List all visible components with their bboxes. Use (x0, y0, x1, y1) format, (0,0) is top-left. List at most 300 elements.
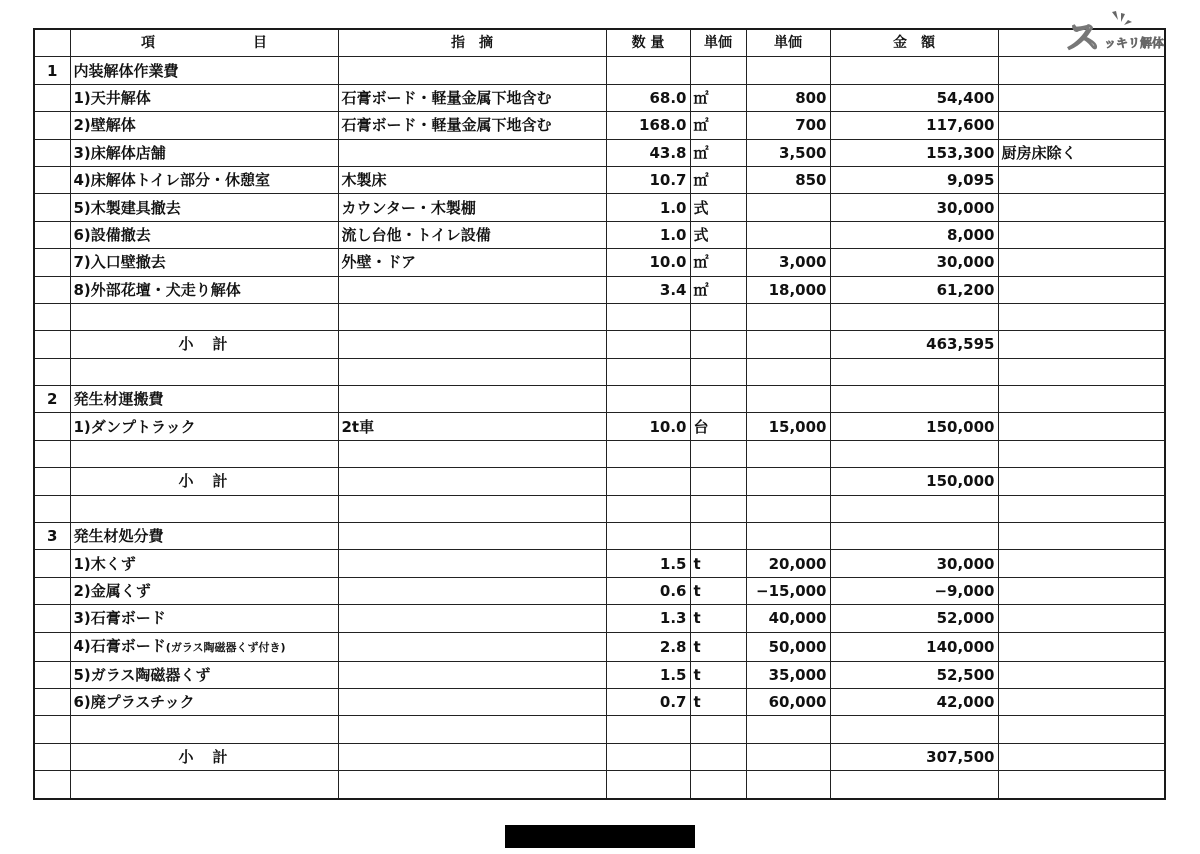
cell-unit-text: t (693, 637, 701, 656)
cell-note-text: 石膏ボード・軽量金属下地含む (341, 88, 552, 107)
cell-no (34, 276, 70, 303)
cell-no (34, 249, 70, 276)
cell-remarks (998, 221, 1165, 248)
cell-qty (606, 358, 690, 385)
table-row (34, 495, 1165, 522)
cell-unit-text: ㎡ (693, 88, 709, 107)
cell-qty-text: 0.7 (659, 693, 687, 712)
cell-no (34, 386, 70, 413)
cell-qty (606, 605, 690, 632)
cell-qty (606, 386, 690, 413)
cell-no (34, 716, 70, 743)
cell-item-text: 8)外部花壇・犬走り解体 (73, 280, 241, 299)
cell-amount (830, 194, 998, 221)
cell-remarks (998, 440, 1165, 467)
cell-remarks (998, 605, 1165, 632)
cell-price (746, 194, 830, 221)
cell-unit-text: t (693, 554, 701, 573)
cell-qty-text: 1.0 (659, 225, 687, 244)
cell-qty (606, 331, 690, 358)
cell-price-text: 850 (795, 171, 827, 190)
cell-item (70, 386, 338, 413)
cell-price (746, 632, 830, 661)
cell-note (338, 413, 606, 440)
cell-unit-text: ㎡ (693, 171, 709, 190)
cell-unit-text: 式 (693, 225, 709, 244)
cell-amount-text: 42,000 (936, 693, 995, 712)
cell-no-text: 3 (47, 527, 58, 546)
cell-qty (606, 166, 690, 193)
cell-amount (830, 716, 998, 743)
cell-item (70, 166, 338, 193)
header-amount: 金 額 (830, 29, 998, 57)
cell-unit (690, 550, 746, 577)
cell-price (746, 276, 830, 303)
cell-item (70, 716, 338, 743)
cell-note (338, 468, 606, 495)
cell-no (34, 523, 70, 550)
cell-unit (690, 386, 746, 413)
cell-note (338, 221, 606, 248)
cell-unit-text: ㎡ (693, 253, 709, 272)
cell-unit (690, 276, 746, 303)
cell-price (746, 688, 830, 715)
cell-qty-text: 10.7 (649, 171, 687, 190)
cell-note (338, 605, 606, 632)
cell-note (338, 577, 606, 604)
cell-item (70, 577, 338, 604)
table-row (34, 221, 1165, 248)
estimate-table (33, 28, 1166, 800)
cell-qty (606, 57, 690, 84)
cell-amount-text: 153,300 (926, 143, 995, 162)
table-row (34, 166, 1165, 193)
cell-no (34, 413, 70, 440)
cell-unit (690, 358, 746, 385)
cell-amount (830, 358, 998, 385)
cell-item (70, 632, 338, 661)
table-row (34, 440, 1165, 467)
cell-amount (830, 440, 998, 467)
cell-amount-text: 61,200 (936, 280, 995, 299)
cell-amount (830, 112, 998, 139)
cell-remarks (998, 468, 1165, 495)
cell-item (70, 84, 338, 111)
cell-price (746, 139, 830, 166)
cell-qty (606, 743, 690, 770)
cell-unit-text: 台 (693, 417, 709, 436)
cell-remarks (998, 688, 1165, 715)
cell-note (338, 550, 606, 577)
cell-item (70, 688, 338, 715)
cell-no (34, 495, 70, 522)
cell-unit-text: 式 (693, 198, 709, 217)
cell-unit (690, 221, 746, 248)
cell-qty (606, 112, 690, 139)
cell-price (746, 661, 830, 688)
cell-price (746, 84, 830, 111)
cell-unit-text: ㎡ (693, 280, 709, 299)
cell-note-text: カウンター・木製棚 (341, 198, 476, 217)
cell-amount-text: 8,000 (947, 225, 995, 244)
cell-qty (606, 688, 690, 715)
cell-no (34, 331, 70, 358)
cell-qty-text: 10.0 (649, 417, 687, 436)
cell-no (34, 440, 70, 467)
cell-qty-text: 0.6 (659, 582, 687, 600)
cell-qty-text: 10.0 (649, 253, 687, 272)
cell-qty (606, 84, 690, 111)
cell-price (746, 386, 830, 413)
cell-note (338, 112, 606, 139)
cell-item (70, 331, 338, 358)
cell-amount-text: 54,400 (936, 88, 995, 107)
cell-price-text: 800 (795, 88, 827, 107)
cell-unit (690, 495, 746, 522)
cell-amount-text: 150,000 (926, 417, 995, 436)
cell-unit (690, 605, 746, 632)
cell-amount-text: 150,000 (926, 472, 995, 491)
cell-item-text: 3)床解体店舗 (73, 143, 166, 162)
header-no (34, 29, 70, 57)
cell-remarks (998, 413, 1165, 440)
cell-price (746, 112, 830, 139)
cell-item-text: 2)壁解体 (73, 116, 136, 135)
cell-amount (830, 743, 998, 770)
cell-unit (690, 688, 746, 715)
cell-no (34, 194, 70, 221)
cell-price-text: 700 (795, 116, 827, 135)
table-row (34, 716, 1165, 743)
cell-qty (606, 468, 690, 495)
cell-remarks (998, 661, 1165, 688)
cell-item (70, 194, 338, 221)
cell-qty (606, 632, 690, 661)
cell-note (338, 358, 606, 385)
cell-item (70, 276, 338, 303)
cell-note (338, 386, 606, 413)
subtotal-row (34, 468, 1165, 495)
cell-price-text: −15,000 (756, 582, 827, 600)
cell-remarks (998, 84, 1165, 111)
cell-qty-text: 2.8 (659, 637, 687, 656)
cell-amount (830, 303, 998, 330)
cell-remarks (998, 577, 1165, 604)
cell-qty (606, 303, 690, 330)
cell-note (338, 139, 606, 166)
cell-item (70, 303, 338, 330)
cell-qty-text: 1.0 (659, 198, 687, 217)
cell-item-text: 1)天井解体 (73, 88, 151, 107)
cell-qty (606, 249, 690, 276)
cell-amount-text: 52,500 (936, 665, 995, 684)
cell-qty-text: 3.4 (659, 280, 687, 299)
estimate-body (34, 57, 1165, 799)
cell-qty (606, 413, 690, 440)
cell-unit-text: t (693, 609, 701, 628)
cell-amount (830, 495, 998, 522)
cell-price-text: 60,000 (768, 693, 827, 712)
cell-qty (606, 276, 690, 303)
cell-qty (606, 139, 690, 166)
cell-no (34, 661, 70, 688)
cell-note (338, 743, 606, 770)
cell-price-text: 15,000 (768, 417, 827, 436)
cell-note (338, 57, 606, 84)
cell-note (338, 84, 606, 111)
cell-amount-text: 30,000 (936, 253, 995, 272)
cell-remarks (998, 112, 1165, 139)
cell-no (34, 632, 70, 661)
table-row (34, 632, 1165, 661)
cell-unit (690, 771, 746, 799)
cell-amount (830, 468, 998, 495)
cell-item-text: 6)廃プラスチック (73, 693, 195, 712)
cell-amount (830, 221, 998, 248)
cell-unit (690, 413, 746, 440)
cell-price (746, 468, 830, 495)
cell-item (70, 605, 338, 632)
cell-price-text: 20,000 (768, 554, 827, 573)
cell-qty-text: 1.5 (659, 665, 687, 684)
cell-item-text: 内装解体作業費 (73, 61, 179, 80)
table-row (34, 194, 1165, 221)
cell-unit (690, 523, 746, 550)
cell-no (34, 577, 70, 604)
cell-qty-text: 1.5 (659, 554, 687, 573)
cell-remarks (998, 303, 1165, 330)
table-row (34, 303, 1165, 330)
cell-price (746, 771, 830, 799)
burst-icon (1106, 10, 1136, 30)
cell-unit (690, 468, 746, 495)
cell-amount (830, 57, 998, 84)
cell-no (34, 221, 70, 248)
cell-price (746, 358, 830, 385)
cell-amount-text: 9,095 (947, 171, 995, 190)
cell-item (70, 743, 338, 770)
cell-price (746, 440, 830, 467)
cell-remarks (998, 743, 1165, 770)
logo-mark: ス (1066, 18, 1100, 58)
cell-amount (830, 84, 998, 111)
subtotal-row (34, 331, 1165, 358)
cell-item-text: 発生材処分費 (73, 527, 164, 546)
cell-no (34, 550, 70, 577)
cell-amount-text: 140,000 (926, 637, 995, 656)
cell-item (70, 495, 338, 522)
cell-price (746, 166, 830, 193)
cell-remarks (998, 716, 1165, 743)
cell-remarks (998, 386, 1165, 413)
table-row (34, 605, 1165, 632)
cell-qty-text: 1.3 (659, 609, 687, 628)
cell-amount-text: 117,600 (926, 116, 995, 135)
cell-item-text: 5)木製建具撤去 (73, 198, 181, 217)
table-row (34, 276, 1165, 303)
cell-note (338, 661, 606, 688)
cell-price (746, 523, 830, 550)
table-row (34, 688, 1165, 715)
cell-unit-text: t (693, 693, 701, 712)
cell-unit (690, 632, 746, 661)
cell-qty (606, 221, 690, 248)
cell-amount (830, 166, 998, 193)
cell-qty (606, 194, 690, 221)
cell-note (338, 495, 606, 522)
cell-price (746, 249, 830, 276)
cell-amount-text: −9,000 (934, 582, 995, 600)
cell-price (746, 303, 830, 330)
table-row (34, 661, 1165, 688)
cell-no-text: 2 (47, 390, 58, 409)
cell-price (746, 743, 830, 770)
cell-price (746, 57, 830, 84)
item-note-text: (ガラス陶磁器くず付き) (165, 640, 286, 654)
cell-no (34, 771, 70, 799)
cell-unit (690, 743, 746, 770)
cell-remarks-text: 厨房床除く (1001, 143, 1077, 162)
cell-unit (690, 194, 746, 221)
cell-no (34, 688, 70, 715)
table-row (34, 249, 1165, 276)
cell-price (746, 716, 830, 743)
cell-item (70, 550, 338, 577)
cell-price (746, 495, 830, 522)
cell-item-text: 1)ダンプトラック (73, 417, 196, 436)
cell-remarks (998, 550, 1165, 577)
header-price: 単価 (746, 29, 830, 57)
cell-unit (690, 661, 746, 688)
cell-note-text: 流し台他・トイレ設備 (341, 225, 491, 244)
cell-qty (606, 440, 690, 467)
header-unit: 単価 (690, 29, 746, 57)
cell-amount (830, 139, 998, 166)
cell-price (746, 605, 830, 632)
cell-qty (606, 716, 690, 743)
cell-item-text: 6)設備撤去 (73, 225, 151, 244)
header-note: 指 摘 (338, 29, 606, 57)
cell-item-text: 1)木くず (73, 554, 136, 573)
cell-no (34, 139, 70, 166)
cell-amount (830, 523, 998, 550)
cell-item-text: 小 計 (178, 747, 230, 766)
cell-no (34, 743, 70, 770)
cell-qty (606, 577, 690, 604)
cell-unit (690, 716, 746, 743)
cell-item (70, 468, 338, 495)
cell-qty-text: 168.0 (639, 116, 687, 135)
cell-remarks (998, 139, 1165, 166)
cell-qty (606, 495, 690, 522)
cell-qty (606, 523, 690, 550)
cell-qty (606, 550, 690, 577)
cell-unit (690, 57, 746, 84)
table-row (34, 139, 1165, 166)
cell-note (338, 523, 606, 550)
cell-no (34, 468, 70, 495)
cell-price (746, 550, 830, 577)
cell-price (746, 577, 830, 604)
cell-amount (830, 331, 998, 358)
cell-item-text: 発生材運搬費 (73, 390, 164, 409)
cell-amount (830, 550, 998, 577)
header-row (34, 29, 1165, 57)
cell-item (70, 523, 338, 550)
cell-item (70, 221, 338, 248)
cell-note (338, 632, 606, 661)
cell-note-text: 石膏ボード・軽量金属下地含む (341, 116, 552, 135)
cell-price (746, 221, 830, 248)
cell-amount (830, 276, 998, 303)
cell-no-text: 1 (47, 61, 58, 80)
cell-qty-text: 68.0 (649, 88, 687, 107)
table-row (34, 84, 1165, 111)
cell-item (70, 249, 338, 276)
cell-qty-text: 43.8 (649, 143, 687, 162)
cell-price-text: 3,000 (779, 253, 827, 272)
cell-qty (606, 661, 690, 688)
cell-item-text: 3)石膏ボード (73, 609, 166, 628)
cell-item-text: 2)金属くず (73, 582, 151, 600)
cell-amount-text: 52,000 (936, 609, 995, 628)
cell-price-text: 18,000 (768, 280, 827, 299)
cell-item-text: 小 計 (178, 472, 230, 491)
table-row (34, 358, 1165, 385)
cell-amount-text: 30,000 (936, 198, 995, 217)
cell-no (34, 112, 70, 139)
cell-remarks (998, 249, 1165, 276)
cell-item-text: 4)床解体トイレ部分・休憩室 (73, 171, 271, 190)
cell-item (70, 358, 338, 385)
cell-item-text: 小 計 (178, 335, 230, 354)
cell-note (338, 303, 606, 330)
header-qty: 数 量 (606, 29, 690, 57)
cell-no (34, 166, 70, 193)
cell-item-text: 7)入口壁撤去 (73, 253, 166, 272)
cell-note-text: 木製床 (341, 171, 387, 190)
cell-unit (690, 577, 746, 604)
header-item: 項 目 (70, 29, 338, 57)
cell-note-text: 外壁・ドア (341, 253, 417, 272)
cell-no (34, 84, 70, 111)
cell-note (338, 716, 606, 743)
cell-amount (830, 249, 998, 276)
logo-text: ッキリ解体 (1104, 36, 1165, 50)
cell-price (746, 331, 830, 358)
table-row (34, 771, 1165, 799)
table-row (34, 413, 1165, 440)
cell-remarks (998, 276, 1165, 303)
cell-price-text: 35,000 (768, 665, 827, 684)
cell-amount (830, 386, 998, 413)
cell-amount (830, 605, 998, 632)
cell-price (746, 413, 830, 440)
redaction-bar (505, 825, 695, 848)
section-row (34, 57, 1165, 84)
cell-note (338, 194, 606, 221)
cell-unit (690, 112, 746, 139)
cell-note (338, 331, 606, 358)
cell-amount (830, 413, 998, 440)
section-row (34, 523, 1165, 550)
cell-item (70, 771, 338, 799)
cell-unit (690, 139, 746, 166)
cell-unit (690, 84, 746, 111)
cell-qty (606, 771, 690, 799)
cell-item-text: 4)石膏ボード (73, 636, 166, 655)
cell-note (338, 166, 606, 193)
